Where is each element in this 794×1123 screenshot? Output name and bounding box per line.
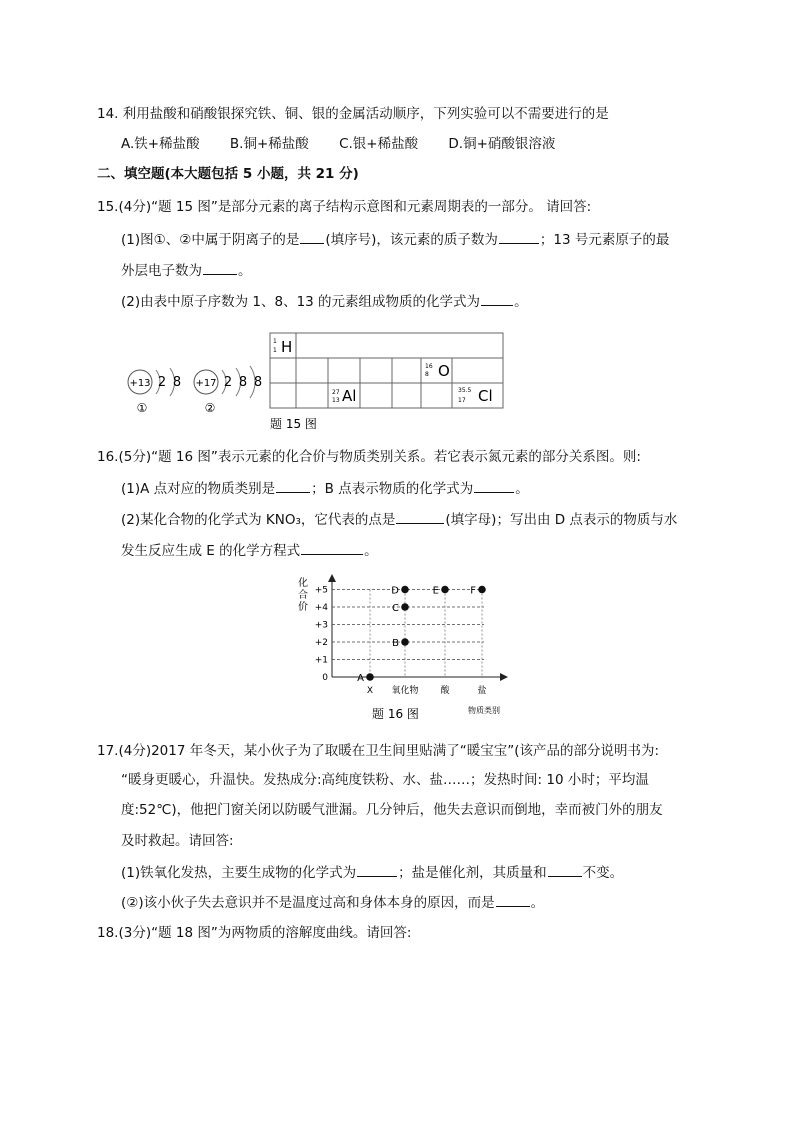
q15-part2 <box>121 291 528 312</box>
data-point-label-c: C <box>392 603 399 614</box>
element-al-mass: 27 <box>332 389 340 396</box>
q17-blank-3[interactable] <box>496 892 530 907</box>
x-tick-label: 盐 <box>477 686 487 696</box>
q16-part1 <box>121 478 529 499</box>
ion2-label: ② <box>204 401 216 415</box>
q15-p1-text-d: 外层电子数为 <box>121 263 202 279</box>
section-title: 二、填空题(本大题包括 5 小题，共 21 分) <box>97 166 359 182</box>
q15-p1-text-c: ；13 号元素原子的最 <box>539 232 670 248</box>
q17-p1-text-a: (1)铁氧化发热，主要生成物的化学式为 <box>121 865 357 881</box>
y-tick-label: +2 <box>314 638 328 648</box>
element-cl-symbol: Cl <box>478 387 493 405</box>
data-point-label-d: D <box>391 585 399 597</box>
q16-p2-text-a: (2)某化合物的化学式为 KNO₃，它代表的点是 <box>121 512 396 528</box>
q15-part1 <box>121 229 669 250</box>
element-h-symbol: H <box>281 338 293 356</box>
q17-blank-1[interactable] <box>357 862 397 877</box>
periodic-table <box>270 333 503 408</box>
data-point-label-b: B <box>392 638 399 649</box>
q17-part1 <box>121 862 623 883</box>
ion1-shell-2: 8 <box>172 375 182 390</box>
y-tick-label: +1 <box>314 655 328 666</box>
q16-p1-text-b: ；B 点表示物质的化学式为 <box>311 481 474 497</box>
q16-blank-4[interactable] <box>301 540 363 555</box>
y-tick-label: +3 <box>314 620 328 631</box>
q16-p2-text-c: 发生反应生成 E 的化学方程式 <box>121 543 301 559</box>
ion2-shell-1: 2 <box>223 375 233 390</box>
x-axis-arrow <box>500 673 508 681</box>
q16-p1-text-c: 。 <box>515 481 529 497</box>
ion1-label: ① <box>136 401 148 415</box>
q15-blank-3[interactable] <box>203 260 237 275</box>
q17-line-2: “暖身更暖心，升温快。发热成分:高纯度铁粉、水、盐……；发热时间: 10 小时；平均温 <box>121 772 649 788</box>
y-tick-label: +4 <box>314 603 328 613</box>
q16-blank-1[interactable] <box>276 478 310 493</box>
q14-options <box>121 134 581 154</box>
element-al-symbol: Al <box>342 387 357 405</box>
y-tick-label: 0 <box>322 673 328 683</box>
data-point-a <box>366 673 374 681</box>
figure-15-caption: 题 15 图 <box>270 417 317 431</box>
q17-p1-text-b: ；盐是催化剂，其质量和 <box>398 865 547 881</box>
q16-stem: 16.(5分)“题 16 图”表示元素的化合价与物质类别关系。若它表示氮元素的部分关系图。则: <box>97 449 641 465</box>
y-axis-label-char: 合 <box>298 590 308 601</box>
data-point-label-e: E <box>432 585 439 597</box>
q17-stem: 17.(4分)2017 年冬天，某小伙子为了取暖在卫生间里贴满了“暖宝宝”(该产品的部分说明书为: <box>97 743 660 759</box>
data-point-d <box>401 586 409 594</box>
q17-p2-text-b: 。 <box>530 895 545 911</box>
ion1-charge: +13 <box>129 378 151 389</box>
q14-option-c: C.银+稀盐酸 <box>339 136 419 152</box>
x-tick-label: X <box>366 686 374 696</box>
q17-p1-text-c: 不变。 <box>582 865 624 881</box>
q17-blank-2[interactable] <box>548 862 582 877</box>
q16-blank-2[interactable] <box>474 478 514 493</box>
data-point-label-a: A <box>357 673 364 684</box>
q16-part2-cont <box>121 540 378 561</box>
q16-blank-3[interactable] <box>396 509 444 524</box>
q15-p2-text-a: (2)由表中原子序数为 1、8、13 的元素组成物质的化学式为 <box>121 294 481 310</box>
q14-option-b: B.铜+稀盐酸 <box>229 136 309 152</box>
y-axis-arrow <box>328 574 336 582</box>
q14-option-a: A.铁+稀盐酸 <box>121 136 200 152</box>
data-point-f <box>478 586 486 594</box>
q15-blank-1[interactable] <box>300 229 324 244</box>
x-axis-label: 物质类别 <box>468 706 500 715</box>
q17-part2 <box>121 892 544 913</box>
data-point-label-f: F <box>470 585 476 597</box>
q17-line-3: 度:52℃)，他把门窗关闭以防暖气泄漏。几分钟后，他失去意识而倒地，幸而被门外的朋友 <box>121 802 663 818</box>
ion2-shell-3: 8 <box>253 375 263 390</box>
element-h-mass: 1 <box>273 347 277 354</box>
q17-p2-text-a: (②)该小伙子失去意识并不是温度过高和身体本身的原因，而是 <box>121 895 495 911</box>
q15-p1-text-b: (填序号)，该元素的质子数为 <box>325 232 498 248</box>
data-point-b <box>401 638 409 646</box>
element-o-mass: 16 <box>425 363 433 370</box>
q15-blank-4[interactable] <box>481 291 513 306</box>
q15-blank-2[interactable] <box>499 229 539 244</box>
element-al-number: 13 <box>332 397 340 404</box>
element-h <box>273 338 292 356</box>
q17-line-4: 及时救起。请回答: <box>121 833 234 849</box>
q16-p2-text-d: 。 <box>364 543 378 559</box>
q15-p1-text-a: (1)图①、②中属于阴离子的是 <box>121 232 300 248</box>
element-o <box>425 362 450 380</box>
element-cl-mass: 35.5 <box>458 387 472 394</box>
data-point-c <box>401 603 409 611</box>
q14-stem: 14. 利用盐酸和硝酸银探究铁、铜、银的金属活动顺序，下列实验可以不需要进行的是 <box>97 106 609 122</box>
y-axis-label-char: 化 <box>298 578 308 589</box>
ion2-charge: +17 <box>195 378 217 389</box>
q14-option-d: D.铜+硝酸银溶液 <box>448 136 556 152</box>
element-cl <box>458 387 493 405</box>
x-tick-label: 酸 <box>440 686 450 696</box>
q16-p1-text-a: (1)A 点对应的物质类别是 <box>121 481 276 497</box>
figure-16-caption: 题 16 图 <box>372 707 419 721</box>
ion-structure-1 <box>128 368 181 415</box>
element-h-number: 1 <box>273 338 277 345</box>
q16-p2-text-b: (填字母)；写出由 D 点表示的物质与水 <box>445 512 678 528</box>
element-cl-number: 17 <box>458 397 466 404</box>
ion-structure-2 <box>194 366 262 415</box>
q15-part1-cont <box>121 260 252 281</box>
data-point-e <box>441 586 449 594</box>
figure-15 <box>118 328 508 434</box>
x-tick-label: 氧化物 <box>391 686 419 696</box>
element-al <box>332 387 356 405</box>
q15-p2-text-b: 。 <box>514 294 528 310</box>
q18-stem: 18.(3分)“题 18 图”为两物质的溶解度曲线。请回答: <box>97 925 412 941</box>
y-tick-label: +5 <box>314 585 328 596</box>
y-axis-label-char: 价 <box>298 602 308 613</box>
q16-part2 <box>121 509 677 530</box>
figure-16-chart <box>288 572 508 724</box>
q15-p1-text-e: 。 <box>238 263 252 279</box>
element-o-number: 8 <box>425 371 429 378</box>
ion1-shell-1: 2 <box>157 375 167 390</box>
element-o-symbol: O <box>438 362 450 380</box>
ion2-shell-2: 8 <box>238 375 248 390</box>
q15-stem: 15.(4分)“题 15 图”是部分元素的离子结构示意图和元素周期表的一部分。 请回答: <box>97 199 592 215</box>
